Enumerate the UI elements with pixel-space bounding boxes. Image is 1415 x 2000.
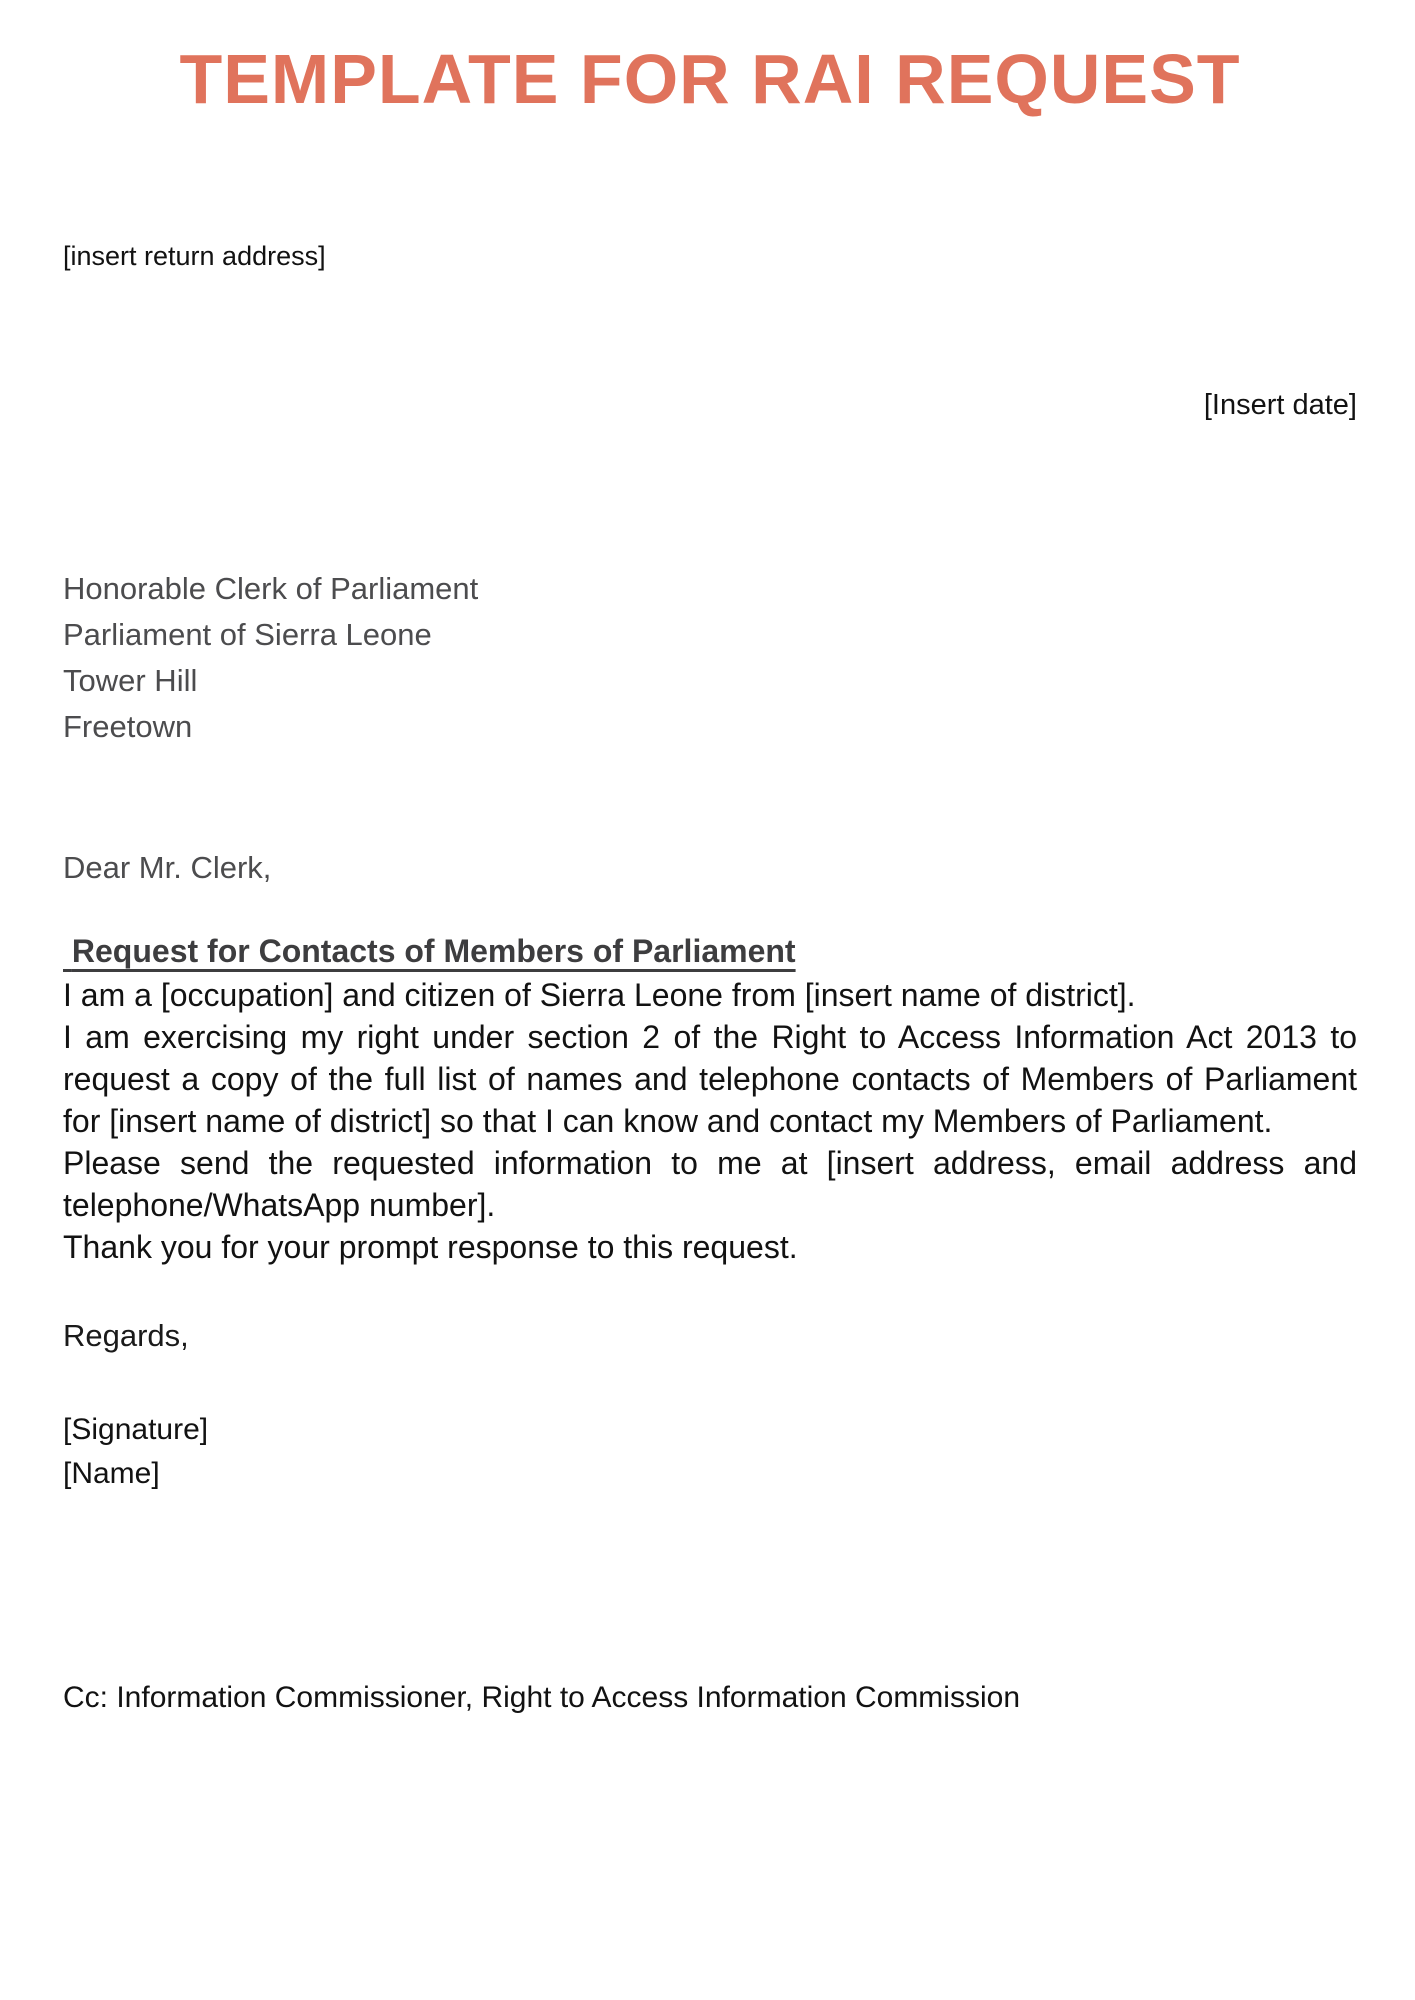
recipient-line-clerk: Honorable Clerk of Parliament xyxy=(63,571,479,606)
salutation: Dear Mr. Clerk, xyxy=(63,850,272,885)
return-address-placeholder: [insert return address] xyxy=(63,241,326,271)
recipient-line-city: Freetown xyxy=(63,709,193,744)
name-placeholder: [Name] xyxy=(63,1457,160,1490)
recipient-address-block xyxy=(63,566,1357,750)
signature-placeholder: [Signature] xyxy=(63,1413,209,1446)
signature-block xyxy=(63,1408,1357,1496)
recipient-line-street: Tower Hill xyxy=(63,663,198,698)
body-paragraph-delivery: Please send the requested information to me at [insert address, email address and telephone/WhatsApp number]. xyxy=(63,1145,1357,1223)
cc-line: Cc: Information Commissioner, Right to Access Information Commission xyxy=(63,1681,1020,1714)
body-paragraph-request: I am exercising my right under section 2 of the Right to Access Information Act 2013 to request a copy of the full list of names and telephone contacts of Members of Parliament for [insert name of district] so that I can know and contact my Members of Parliament. xyxy=(63,1019,1357,1139)
subject-heading: Request for Contacts of Members of Parliament xyxy=(63,933,796,969)
body-paragraph-intro: I am a [occupation] and citizen of Sierra Leone from [insert name of district]. xyxy=(63,977,1136,1013)
body-paragraph-thanks: Thank you for your prompt response to this request. xyxy=(63,1229,798,1265)
recipient-line-parliament: Parliament of Sierra Leone xyxy=(63,617,432,652)
closing: Regards, xyxy=(63,1318,189,1353)
date-placeholder: [Insert date] xyxy=(1203,389,1357,421)
document-title: TEMPLATE FOR RAI REQUEST xyxy=(179,40,1241,118)
